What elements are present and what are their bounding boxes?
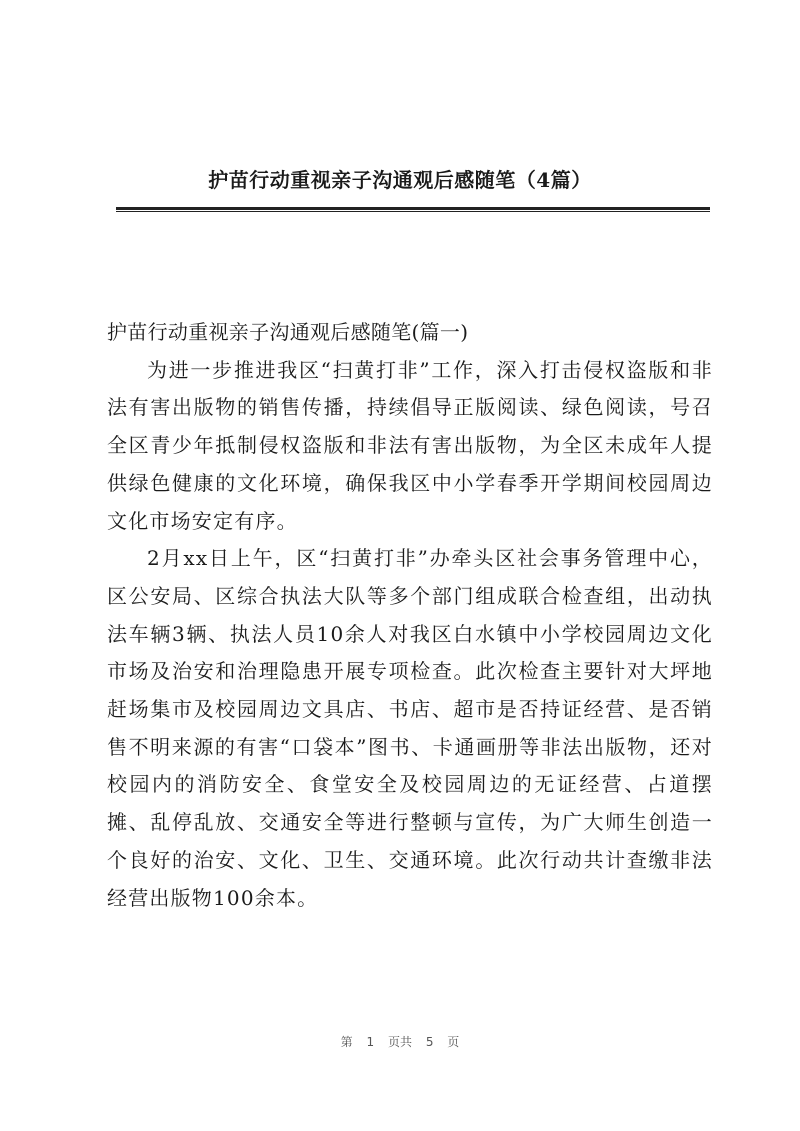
paragraph-2: 2月xx日上午，区“扫黄打非”办牵头区社会事务管理中心，区公安局、区综合执法大队等多个部门组成联合检查组，出动执法车辆3辆、执法人员10余人对我区白水镇中小学校园周边文化市场及治安和治理隐患开展专项检查。此次检查主要针对大坪地赶场集市及校园周边文具店、书店、超市是否持证经营、是否销售不明来源的有害“口袋本”图书、卡通画册等非法出版物，还对校园内的消防安全、食堂安全及校园周边的无证经营、占道摆摊、乱停乱放、交通安全等进行整顿与宣传，为广大师生创造一个良好的治安、文化、卫生、交通环境。此次行动共计查缴非法经营出版物100余本。 [107,546,713,910]
page-title: 护苗行动重视亲子沟通观后感随笔（4篇） [208,168,592,192]
footer-total-pages: 5 [425,1035,434,1049]
footer-suffix: 页 [447,1035,460,1049]
footer-current-page: 1 [366,1035,375,1049]
title-divider [116,207,710,212]
page-footer [0,1033,800,1050]
document-body [107,314,713,917]
footer-middle: 页共 [387,1035,412,1049]
section-heading: 护苗行动重视亲子沟通观后感随笔(篇一) [107,320,469,344]
paragraph-1: 为进一步推进我区“扫黄打非”工作，深入打击侵权盗版和非法有害出版物的销售传播，持续倡导正版阅读、绿色阅读，号召全区青少年抵制侵权盗版和非法有害出版物，为全区未成年人提供绿色健康的文化环境，确保我区中小学春季开学期间校园周边文化市场安定有序。 [107,357,713,533]
footer-prefix: 第 [340,1035,353,1049]
